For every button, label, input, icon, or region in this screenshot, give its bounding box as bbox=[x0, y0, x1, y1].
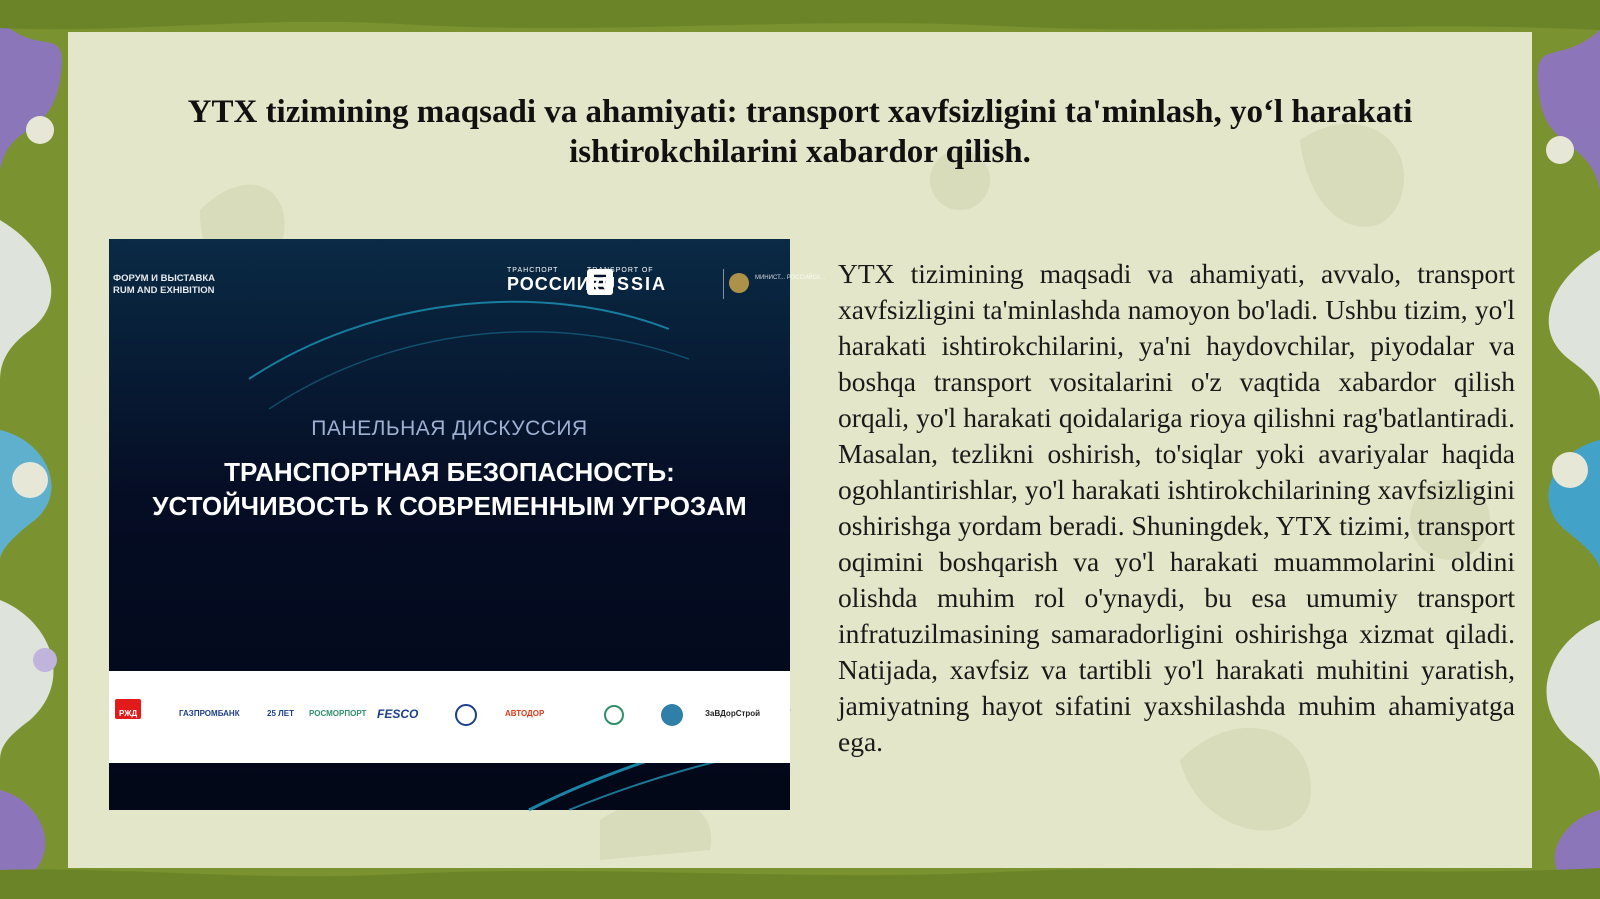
photo-background bbox=[109, 239, 790, 810]
ministry-label: МИНИСТ... РОССИЙСК... bbox=[755, 275, 826, 281]
forum-line-2: RUM AND EXHIBITION bbox=[113, 285, 215, 296]
brand-left-text: РОССИИ bbox=[507, 274, 591, 294]
forum-line-1: ФОРУМ И ВЫСТАВКА bbox=[113, 273, 216, 284]
brand-right-small: TRANSPORT OF bbox=[587, 267, 654, 274]
brand-right-text: RUSSIA bbox=[587, 274, 668, 294]
photo-headline bbox=[109, 455, 790, 523]
brand-transport-russia bbox=[587, 267, 667, 295]
brand-transport-rossii bbox=[507, 267, 591, 295]
headline-line-2: УСТОЙЧИВОСТЬ К СОВРЕМЕННЫМ УГРОЗАМ bbox=[152, 491, 747, 521]
sponsor-gazprombank: ГАЗПРОМБАНК bbox=[179, 709, 240, 718]
sponsor-fesco: FESCO bbox=[377, 707, 419, 721]
panel-discussion-photo bbox=[109, 239, 826, 810]
photo-kicker: ПАНЕЛЬНАЯ ДИСКУССИЯ bbox=[311, 417, 588, 440]
slide-title: YTX tizimining maqsadi va ahamiyati: transport xavfsizligini ta'minlash, yo‘l harakati ishtirokchilarini xabardor qilish. bbox=[187, 94, 1413, 170]
sponsor-rosmorport: РОСМОРПОРТ bbox=[309, 709, 367, 718]
headline-line-1: ТРАНСПОРТНАЯ БЕЗОПАСНОСТЬ: bbox=[224, 457, 675, 487]
sponsor-zavdorstroy: ЗаВДорСтрой bbox=[705, 709, 761, 718]
sponsor-rzd: РЖД bbox=[119, 709, 138, 718]
brand-left-small: ТРАНСПОРТ bbox=[507, 267, 559, 274]
slide-body-text: YTX tizimining maqsadi va ahamiyati, avvalo, transport xavfsizligini ta'minlashda namoyon bo'ladi. Ushbu tizim, yo'l harakati ishtirokchilarini, ya'ni haydovchilar, piyodalar va boshqa transport vositalarini o'z vaqtida xabardor qilish orqali, yo'l harakati qoidalariga rioya qilishni rag'batlantiradi. Masalan, tezlikni oshirish, to'siqlar yoki avariyalar haqida ogohlantirishlar, yo'l harakati ishtirokchilarining xavfsizligini oshirishga yordam beradi. Shuningdek, YTX tizimi, transport oqimini boshqarish va yo'l harakati muammolarini oldini olishda muhim rol o'ynaydi, bu esa umumiy transport infratuzilmasining samaradorligini oshirishga xizmat qiladi. Natijada, xavfsiz va tartibli yo'l harakati muhitini yaratish, jamiyatning hayot sifatini yaxshilashda muhim ahamiyatga ega. bbox=[838, 258, 1515, 757]
sponsor-25-years: 25 ЛЕТ bbox=[267, 709, 294, 718]
forum-label bbox=[113, 273, 215, 297]
sponsor-avtodor: АВТОДОР bbox=[505, 709, 545, 718]
